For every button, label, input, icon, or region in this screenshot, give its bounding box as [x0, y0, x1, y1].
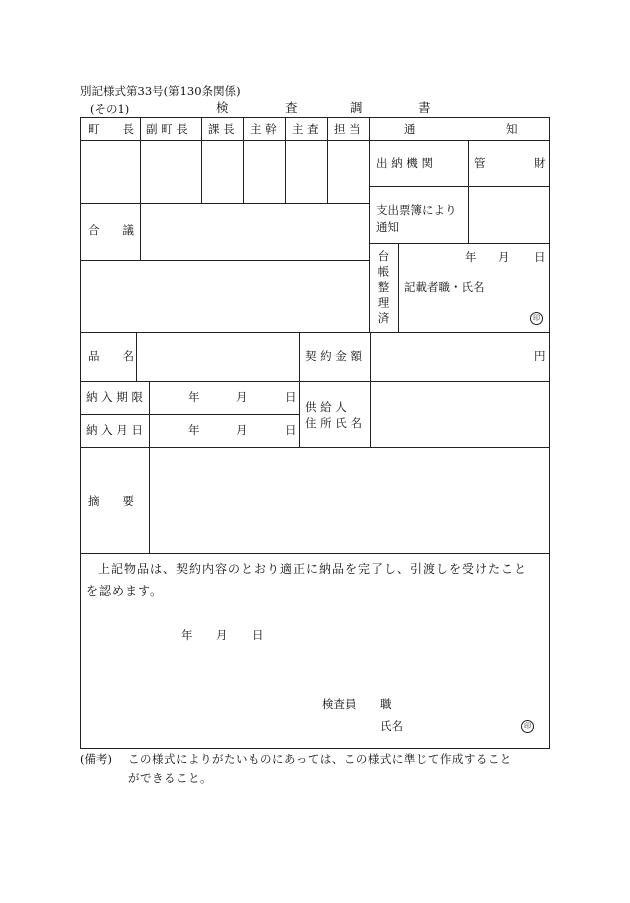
footnote-label: (備考) [80, 752, 112, 766]
treasury-label: 出 納 機 関 [376, 156, 433, 170]
delivery-deadline-label: 納 入 期 限 [86, 390, 143, 404]
approver-section-chief: 課 長 [208, 122, 235, 136]
title-char-3: 調 [350, 100, 363, 115]
consultation-label: 合 議 [88, 223, 134, 237]
statement-month: 月 [216, 628, 228, 642]
deadline-month: 月 [236, 390, 248, 404]
deadline-day: 日 [285, 390, 297, 404]
kan-label: 管 [474, 156, 486, 170]
notice-header-1: 通 [404, 122, 416, 136]
inspector-name-label: 氏名 [380, 719, 403, 733]
part-label: (その1) [90, 102, 130, 116]
inspector-post-label: 職 [380, 697, 392, 711]
approver-staff: 担 当 [334, 122, 361, 136]
daicho-month: 月 [498, 250, 510, 264]
title-char-4: 書 [418, 100, 431, 115]
inspector-label: 検査員 [322, 697, 357, 711]
inspector-seal [521, 719, 534, 733]
form-reference: 別記様式第33号(第130条関係) [80, 84, 241, 98]
seal-mark: 印 [530, 312, 543, 325]
delivered-month: 月 [236, 423, 248, 437]
statement-line-2: を認めます。 [86, 584, 164, 598]
recorder-label: 記載者職・氏名 [404, 280, 485, 294]
title-char-1: 検 [216, 100, 229, 115]
contract-amount-label: 契 約 金 額 [305, 349, 362, 363]
delivered-day: 日 [285, 423, 297, 437]
footnote-line-1: この様式によりがたいものにあっては、この様式に準じて作成すること [128, 752, 512, 766]
approver-mayor: 町 長 [88, 122, 134, 136]
footnote-line-2: ができること。 [128, 771, 212, 785]
statement-year: 年 [181, 628, 193, 642]
yen-label: 円 [534, 349, 546, 363]
approver-director: 主 幹 [250, 122, 277, 136]
title-char-2: 査 [285, 100, 298, 115]
seal-mark: 印 [521, 720, 534, 733]
recorder-seal [530, 311, 543, 325]
delivered-year: 年 [188, 423, 200, 437]
daicho-year: 年 [465, 250, 477, 264]
supplier-label-2: 住 所 氏 名 [305, 416, 362, 430]
payment-ledger-label: 支出票簿により 通知 [376, 203, 457, 235]
zai-label: 財 [534, 156, 546, 170]
item-name-label: 品 名 [88, 349, 134, 363]
daicho-day: 日 [534, 250, 546, 264]
daicho-label: 台帳整理済 [376, 250, 391, 328]
notice-header-2: 知 [506, 122, 518, 136]
statement-line-1: 上記物品は、契約内容のとおり適正に納品を完了し、引渡しを受けたこと [98, 562, 528, 576]
approver-deputy-mayor: 副 町 長 [146, 122, 188, 136]
supplier-label-1: 供 給 人 [305, 400, 347, 414]
remarks-label: 摘 要 [88, 494, 134, 508]
statement-day: 日 [252, 628, 264, 642]
approver-inspector: 主 査 [292, 122, 319, 136]
deadline-year: 年 [188, 390, 200, 404]
delivery-date-label: 納 入 月 日 [86, 423, 143, 437]
